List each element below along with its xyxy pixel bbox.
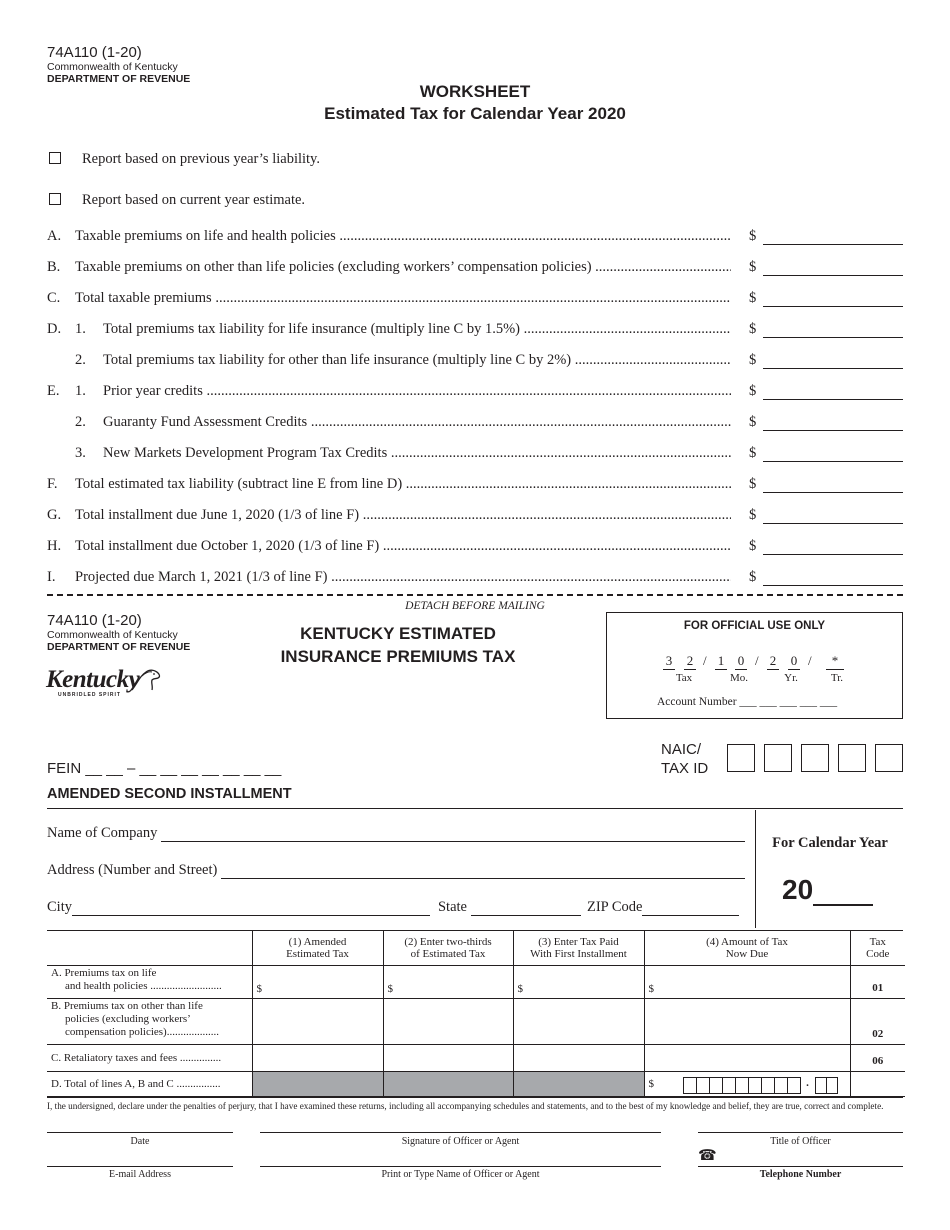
amount-input[interactable] xyxy=(763,230,903,245)
address-field xyxy=(47,862,745,879)
line-label: I. xyxy=(47,569,56,585)
calendar-year-label: For Calendar Year xyxy=(772,835,888,851)
worksheet-subtitle: Estimated Tax for Calendar Year 2020 xyxy=(324,104,626,123)
row-c-col3[interactable] xyxy=(513,1044,644,1071)
print-name-line[interactable] xyxy=(260,1166,661,1167)
tax-code-digit-2: 2 xyxy=(684,653,696,670)
kentucky-logo-tagline: UNBRIDLED SPIRIT xyxy=(58,692,121,698)
company-name-field xyxy=(47,825,745,842)
worksheet-line xyxy=(47,502,903,524)
dollar-sign: $ xyxy=(749,228,757,244)
line-label: F. xyxy=(47,476,58,492)
header-two-thirds: (2) Enter two-thirds of Estimated Tax xyxy=(383,931,513,965)
naic-label-line-2: TAX ID xyxy=(661,760,709,777)
calendar-divider xyxy=(755,810,756,928)
month-label: Mo. xyxy=(729,672,749,684)
fein-label: FEIN xyxy=(47,760,82,777)
company-name-label: Name of Company xyxy=(47,825,158,841)
zip-label: ZIP Code xyxy=(586,899,643,915)
row-a-col4[interactable]: $ xyxy=(644,965,850,998)
table-header-row xyxy=(47,931,905,965)
calendar-year-prefix: 20 xyxy=(782,874,814,905)
city-state-zip-field xyxy=(47,899,739,916)
address-input[interactable] xyxy=(221,864,745,879)
worksheet-line xyxy=(47,533,903,555)
row-d-label: D. Total of lines A, B and C ................ xyxy=(47,1071,252,1096)
calendar-year-field xyxy=(782,874,873,906)
state-line: Commonwealth of Kentucky xyxy=(47,61,178,73)
voucher-title-line-2: INSURANCE PREMIUMS TAX xyxy=(280,647,516,666)
title-label: Title of Officer xyxy=(770,1136,831,1147)
line-sublabel: 3. xyxy=(75,445,86,461)
row-c-label: C. Retaliatory taxes and fees ............... xyxy=(47,1044,252,1071)
account-number xyxy=(657,696,837,708)
naic-label xyxy=(661,740,708,778)
row-b-label: B. Premiums tax on other than life policies (excluding workers’ compensation policies)................... xyxy=(47,998,252,1044)
amount-input[interactable] xyxy=(763,416,903,431)
worksheet-line xyxy=(47,440,903,462)
line-label: H. xyxy=(47,538,62,554)
tax-label: Tax xyxy=(675,672,693,684)
official-use-title: FOR OFFICIAL USE ONLY xyxy=(683,620,826,632)
worksheet-line xyxy=(47,254,903,276)
row-b-col3[interactable] xyxy=(513,998,644,1044)
voucher-department: DEPARTMENT OF REVENUE xyxy=(47,641,191,653)
worksheet-line xyxy=(47,223,903,245)
print-name-label: Print or Type Name of Officer or Agent xyxy=(381,1169,540,1180)
naic-label-line-1: NAIC/ xyxy=(661,741,702,758)
account-number-label: Account Number xyxy=(657,696,737,708)
table-row xyxy=(47,998,905,1044)
voucher-form-code: 74A110 (1-20) xyxy=(47,612,142,629)
voucher-state-line: Commonwealth of Kentucky xyxy=(47,629,178,641)
line-text: Total taxable premiums ..... xyxy=(75,290,731,307)
telephone-label: Telephone Number xyxy=(759,1169,842,1180)
row-d-total[interactable]: $ . xyxy=(644,1071,850,1096)
state-input[interactable] xyxy=(471,901,581,916)
tax-code-digit-1: 3 xyxy=(663,653,675,670)
worksheet-line xyxy=(47,285,903,307)
amount-input[interactable] xyxy=(763,261,903,276)
form-header xyxy=(47,44,190,85)
line-text: Total premiums tax liability for life insurance (multiply line C by 1.5%) ..... xyxy=(103,321,731,338)
worksheet-line xyxy=(47,316,903,338)
city-label: City xyxy=(47,899,72,915)
dollar-sign: $ xyxy=(749,538,757,554)
previous-year-checkbox[interactable] xyxy=(49,152,61,164)
line-sublabel: 1. xyxy=(75,321,86,337)
date-line[interactable] xyxy=(47,1132,233,1133)
row-b-col2[interactable] xyxy=(383,998,513,1044)
transaction-label: Tr. xyxy=(830,672,844,684)
previous-year-label: Report based on previous year’s liability. xyxy=(82,151,320,167)
official-use-box: FOR OFFICIAL USE ONLY 3 2 / 1 0 / 2 0 / * Tax Mo. Yr. Tr. Account Number ___ ___ ___ ___ ___ xyxy=(606,612,903,719)
row-a-code: 01 xyxy=(850,965,905,998)
row-b-col4[interactable] xyxy=(644,998,850,1044)
worksheet-line xyxy=(47,564,903,586)
address-label: Address (Number and Street) xyxy=(47,862,218,878)
line-text: Total estimated tax liability (subtract line E from line D) ..... xyxy=(75,476,731,493)
section-title: AMENDED SECOND INSTALLMENT xyxy=(47,786,292,802)
current-year-checkbox[interactable] xyxy=(49,193,61,205)
naic-box-2[interactable] xyxy=(764,744,792,772)
worksheet-line xyxy=(47,471,903,493)
row-c-col4[interactable] xyxy=(644,1044,850,1071)
row-c-code: 06 xyxy=(850,1044,905,1071)
header-tax-code: Tax Code xyxy=(850,931,905,965)
year-label: Yr. xyxy=(784,672,798,684)
row-a-label: A. Premiums tax on life and health policies .......................... xyxy=(47,965,252,998)
signature-label: Signature of Officer or Agent xyxy=(401,1136,520,1147)
calendar-year-input[interactable] xyxy=(813,879,873,906)
amount-input[interactable] xyxy=(763,292,903,307)
fein-input[interactable]: __ __ – __ __ __ __ __ __ __ xyxy=(85,760,282,777)
company-name-input[interactable] xyxy=(161,827,745,842)
line-label: C. xyxy=(47,290,61,306)
worksheet-title: WORKSHEET xyxy=(419,82,531,101)
row-d-code xyxy=(850,1071,905,1096)
form-code: 74A110 (1-20) xyxy=(47,44,142,61)
row-a-col3[interactable]: $ xyxy=(513,965,644,998)
amount-input[interactable] xyxy=(763,385,903,400)
amount-input[interactable] xyxy=(763,478,903,493)
dollar-sign: $ xyxy=(749,352,757,368)
declaration: I, the undersigned, declare under the penalties of perjury, that I have examined these returns, including all accompanying schedules and statements, and to the best of my knowledge and belief, they are true, correct and complete. xyxy=(47,1101,884,1111)
row-c-col2[interactable] xyxy=(383,1044,513,1071)
section-rule xyxy=(47,808,903,809)
year-digit-2: 0 xyxy=(788,653,800,670)
horse-head-icon xyxy=(130,668,162,692)
dollar-sign: $ xyxy=(749,383,757,399)
title-line[interactable] xyxy=(698,1132,903,1133)
zip-input[interactable] xyxy=(642,901,739,916)
naic-box-5[interactable] xyxy=(875,744,903,772)
amount-input[interactable] xyxy=(763,540,903,555)
row-b-col1[interactable] xyxy=(252,998,383,1044)
email-label: E-mail Address xyxy=(109,1169,171,1180)
telephone-icon: ☎ xyxy=(698,1148,717,1164)
amount-input[interactable] xyxy=(763,354,903,369)
dollar-sign: $ xyxy=(749,259,757,275)
amount-input[interactable] xyxy=(763,509,903,524)
line-text: Guaranty Fund Assessment Credits ..... xyxy=(103,414,731,431)
dollar-sign: $ xyxy=(749,445,757,461)
row-d-col1-shaded xyxy=(252,1071,383,1096)
line-label: B. xyxy=(47,259,61,275)
dollar-sign: $ xyxy=(749,476,757,492)
line-text: Projected due March 1, 2021 (1/3 of line F) ..... xyxy=(75,569,731,586)
voucher-title xyxy=(240,622,556,668)
telephone-line[interactable] xyxy=(698,1166,903,1167)
signature-line[interactable] xyxy=(260,1132,661,1133)
table-row xyxy=(47,965,905,998)
account-number-blank[interactable]: ___ ___ ___ ___ ___ xyxy=(739,696,838,708)
amount-input[interactable] xyxy=(763,323,903,338)
table-row xyxy=(47,1044,905,1071)
month-digit-2: 0 xyxy=(735,653,747,670)
worksheet-line xyxy=(47,347,903,369)
row-b-code: 02 xyxy=(850,998,905,1044)
dollar-sign: $ xyxy=(749,321,757,337)
worksheet-line xyxy=(47,378,903,400)
line-label: D. xyxy=(47,321,62,337)
dollar-sign: $ xyxy=(749,507,757,523)
line-label: E. xyxy=(47,383,60,399)
header-amended: (1) Amended Estimated Tax xyxy=(252,931,383,965)
header-amount-due: (4) Amount of Tax Now Due xyxy=(644,931,850,965)
line-text: Taxable premiums on life and health policies ..... xyxy=(75,228,731,245)
table-bottom-rule xyxy=(47,1097,903,1098)
email-line[interactable] xyxy=(47,1166,233,1167)
line-text: Taxable premiums on other than life policies (excluding workers’ compensation policies) ..... xyxy=(75,259,731,276)
transaction-digit: * xyxy=(826,653,844,670)
row-d-col3-shaded xyxy=(513,1071,644,1096)
worksheet-line xyxy=(47,409,903,431)
line-sublabel: 2. xyxy=(75,352,86,368)
line-text: Total installment due June 1, 2020 (1/3 of line F) ..... xyxy=(75,507,731,524)
year-digit-1: 2 xyxy=(767,653,779,670)
month-digit-1: 1 xyxy=(715,653,727,670)
dollar-sign: $ xyxy=(749,290,757,306)
city-input[interactable] xyxy=(72,901,430,916)
detach-text: DETACH BEFORE MAILING xyxy=(405,600,545,612)
line-sublabel: 1. xyxy=(75,383,86,399)
total-digit-boxes[interactable]: . xyxy=(683,1077,838,1094)
naic-box-4[interactable] xyxy=(838,744,866,772)
table-row xyxy=(47,1071,905,1096)
row-d-col2-shaded xyxy=(383,1071,513,1096)
state-label: State xyxy=(437,899,467,915)
line-text: New Markets Development Program Tax Credits ..... xyxy=(103,445,731,462)
line-label: G. xyxy=(47,507,62,523)
line-text: Total installment due October 1, 2020 (1/3 of line F) ..... xyxy=(75,538,731,555)
department: DEPARTMENT OF REVENUE xyxy=(47,73,191,85)
row-a-col2[interactable]: $ xyxy=(383,965,513,998)
row-a-col1[interactable]: $ xyxy=(252,965,383,998)
date-label: Date xyxy=(130,1136,150,1147)
dollar-sign: $ xyxy=(749,569,757,585)
current-year-label: Report based on current year estimate. xyxy=(82,192,306,208)
naic-box-1[interactable] xyxy=(727,744,755,772)
line-text: Prior year credits ..... xyxy=(103,383,731,400)
voucher-header xyxy=(47,612,190,653)
row-c-col1[interactable] xyxy=(252,1044,383,1071)
amount-input[interactable] xyxy=(763,447,903,462)
tax-table xyxy=(47,931,905,1097)
voucher-title-line-1: KENTUCKY ESTIMATED xyxy=(300,624,496,643)
dollar-sign: $ xyxy=(749,414,757,430)
header-tax-paid: (3) Enter Tax Paid With First Installment xyxy=(513,931,644,965)
kentucky-logo-text: Kentucky xyxy=(46,666,140,693)
line-sublabel: 2. xyxy=(75,414,86,430)
kentucky-logo xyxy=(46,668,162,704)
line-text: Total premiums tax liability for other than life insurance (multiply line C by 2%) ..... xyxy=(103,352,731,369)
line-label: A. xyxy=(47,228,62,244)
amount-input[interactable] xyxy=(763,571,903,586)
header-blank xyxy=(47,931,252,965)
detach-line xyxy=(47,594,903,596)
fein-field xyxy=(47,760,281,777)
naic-box-3[interactable] xyxy=(801,744,829,772)
